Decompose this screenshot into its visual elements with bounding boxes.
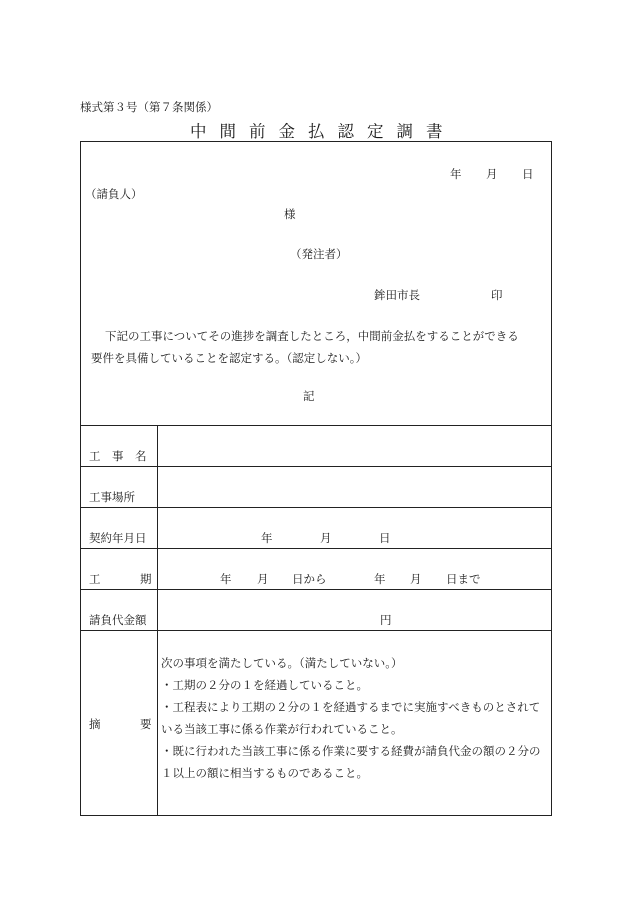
summary-line: 次の事項を満たしている。（満たしていない。） xyxy=(161,656,403,670)
contract-amount-unit: 円 xyxy=(380,613,392,627)
certification-statement xyxy=(91,325,519,369)
date-year-label: 年 xyxy=(450,167,462,181)
row-divider xyxy=(81,507,551,508)
date-day-label: 日 xyxy=(522,167,534,181)
period-from-month-label: 月 xyxy=(257,572,269,586)
summary-label-right: 要 xyxy=(140,717,152,731)
seal-label: 印 xyxy=(491,288,503,302)
work-name-label: 工 事 名 xyxy=(89,449,147,463)
mayor-label: 鉾田市長 xyxy=(374,288,420,302)
period-to-year-label: 年 xyxy=(374,572,386,586)
summary-label-left: 摘 xyxy=(89,717,101,731)
summary-line: ・工程表により工期の２分の１を経過するまでに実施すべきものとされて xyxy=(161,700,541,714)
row-divider xyxy=(81,548,551,549)
period-label-left: 工 xyxy=(89,572,101,586)
period-from-day-label: 日から xyxy=(292,572,327,586)
period-to-day-label: 日まで xyxy=(446,572,481,586)
row-divider xyxy=(81,630,551,631)
work-place-label: 工事場所 xyxy=(89,490,135,504)
row-divider xyxy=(81,425,551,426)
form-frame xyxy=(80,141,552,816)
date-month-label: 月 xyxy=(486,167,498,181)
summary-line: ・工期の２分の１を経過していること。 xyxy=(161,678,368,692)
contract-year-label: 年 xyxy=(261,531,273,545)
summary-content xyxy=(161,652,547,784)
label-column-divider xyxy=(157,425,158,815)
summary-line: ・既に行われた当該工事に係る作業に要する経費が請負代金の額の２分の xyxy=(161,744,541,758)
row-divider xyxy=(81,466,551,467)
statement-line-1: 下記の工事についてその進捗を調査したところ，中間前金払をすることができる xyxy=(105,329,519,343)
honorific-label: 様 xyxy=(284,207,296,221)
ki-label: 記 xyxy=(303,389,315,403)
contract-date-label: 契約年月日 xyxy=(89,531,147,545)
contract-day-label: 日 xyxy=(379,531,391,545)
contract-month-label: 月 xyxy=(320,531,332,545)
summary-line: いる当該工事に係る作業が行われていること。 xyxy=(161,722,403,736)
contractor-label: （請負人） xyxy=(85,187,143,201)
contract-amount-label: 請負代金額 xyxy=(89,613,147,627)
period-from-year-label: 年 xyxy=(220,572,232,586)
row-divider xyxy=(81,589,551,590)
orderer-label: （発注者） xyxy=(290,247,348,261)
period-label-right: 期 xyxy=(140,572,152,586)
period-to-month-label: 月 xyxy=(410,572,422,586)
statement-line-2: 要件を具備していることを認定する。（認定しない。） xyxy=(91,351,367,365)
form-number: 様式第３号（第７条関係） xyxy=(80,100,218,114)
summary-line: １以上の額に相当するものであること。 xyxy=(161,766,368,780)
document-title: 中間前金払認定調書 xyxy=(190,122,456,141)
